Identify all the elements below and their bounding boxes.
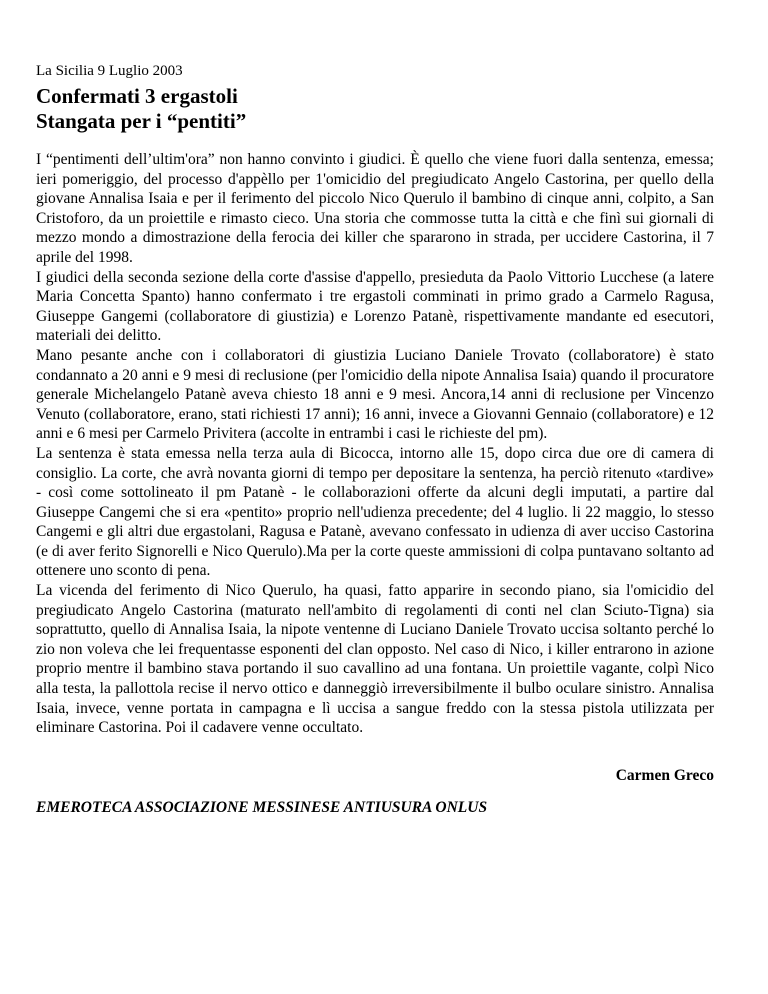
headline-line-1: Confermati 3 ergastoli [36, 84, 238, 108]
headline-line-2: Stangata per i “pentiti” [36, 109, 247, 133]
paragraph-1: I “pentimenti dell’ultim'ora” non hanno convinto i giudici. È quello che viene fuori dalla sentenza, emessa; ieri pomeriggio, del processo d'appèllo per 1'omicidio del pregiudicato Angelo Castorina, per quello della giovane Annalisa Isaia e per il ferimento del piccolo Nico Querulo il bambino di cinque anni, colpito, a San Cristoforo, da un proiettile e rimasto cieco. Una storia che commosse tutta la città e che finì sui giornali di mezzo mondo a dimostrazione della ferocia dei killer che spararono in strada, per uccidere Castorina, il 7 aprile del 1998. [36, 151, 714, 266]
author-byline: Carmen Greco [615, 766, 714, 784]
paragraph-3: Mano pesante anche con i collaboratori di giustizia Luciano Daniele Trovato (collaboratore) è stato condannato a 20 anni e 9 mesi di reclusione (per l'omicidio della nipote Annalisa Isaia) quando il procuratore generale Michelangelo Patanè aveva chiesto 18 anni e 9 mesi. Ancora,14 anni di reclusione per Vincenzo Venuto (collaboratore, erano, stati richiesti 17 anni); 16 anni, invece a Giovanni Gennaio (collaboratore) e 12 anni e 6 mesi per Carmelo Privitera (accolte in entrambi i casi le richieste del pm). [36, 346, 714, 443]
paragraph-4: La sentenza è stata emessa nella terza aula di Bicocca, intorno alle 15, dopo circa due ore di camera di consiglio. La corte, che avrà novanta giorni di tempo per depositare la sentenza, ha perciò ritenuto «tardive» - così come sottolineato il pm Patanè - le collaborazioni offerte da alcuni degli imputati, a partire dal Giuseppe Cangemi che si era «pentito» proprio nell'udienza precedente; del 4 luglio. li 22 maggio, lo stesso Cangemi e gli altri due ergastolani, Ragusa e Patanè, avevano confessato in udienza di aver ucciso Castorina (e di aver ferito Signorelli e Nico Querulo).Ma per la corte queste ammissioni di colpa puntavano soltanto ad ottenere uno sconto di pena. [36, 444, 714, 580]
paragraph-5: La vicenda del ferimento di Nico Querulo, ha quasi, fatto apparire in secondo piano, sia l'omicidio del pregiudicato Angelo Castorina (maturato nell'ambito di regolamenti di conti nel clan Sciuto-Tigna) sia soprattutto, quello di Annalisa Isaia, la nipote ventenne di Luciano Daniele Trovato uccisa soltanto perché lo zio non voleva che lei frequentasse esponenti del clan opposto. Nel caso di Nico, i killer entrarono in azione proprio mentre il bambino stava portando il suo cavallino ad una fontana. Un proiettile vagante, colpì Nico alla testa, la pallottola recise il nervo ottico e danneggiò irreversibilmente il bulbo oculare sinistro. Annalisa Isaia, invece, venne portata in campagna e lì uccisa a sangue freddo con la stessa pistola utilizzata per eliminare Castorina. Poi il cadavere venne occultato. [36, 582, 714, 737]
dateline: La Sicilia 9 Luglio 2003 [36, 63, 183, 79]
headline [36, 84, 714, 134]
paragraph-2: I giudici della seconda sezione della corte d'assise d'appello, presieduta da Paolo Vittorio Lucchese (a latere Maria Concetta Spanto) hanno confermato i tre ergastoli comminati in primo grado a Carmelo Ragusa, Giuseppe Gangemi (collaboratore di giustizia) e Lorenzo Patanè, rispettivamente mandante ed esecutori, materiali dei delitto. [36, 268, 714, 345]
article-page [36, 62, 714, 818]
archive-footer: EMEROTECA ASSOCIAZIONE MESSINESE ANTIUSURA ONLUS [36, 798, 488, 816]
article-body [36, 150, 714, 738]
